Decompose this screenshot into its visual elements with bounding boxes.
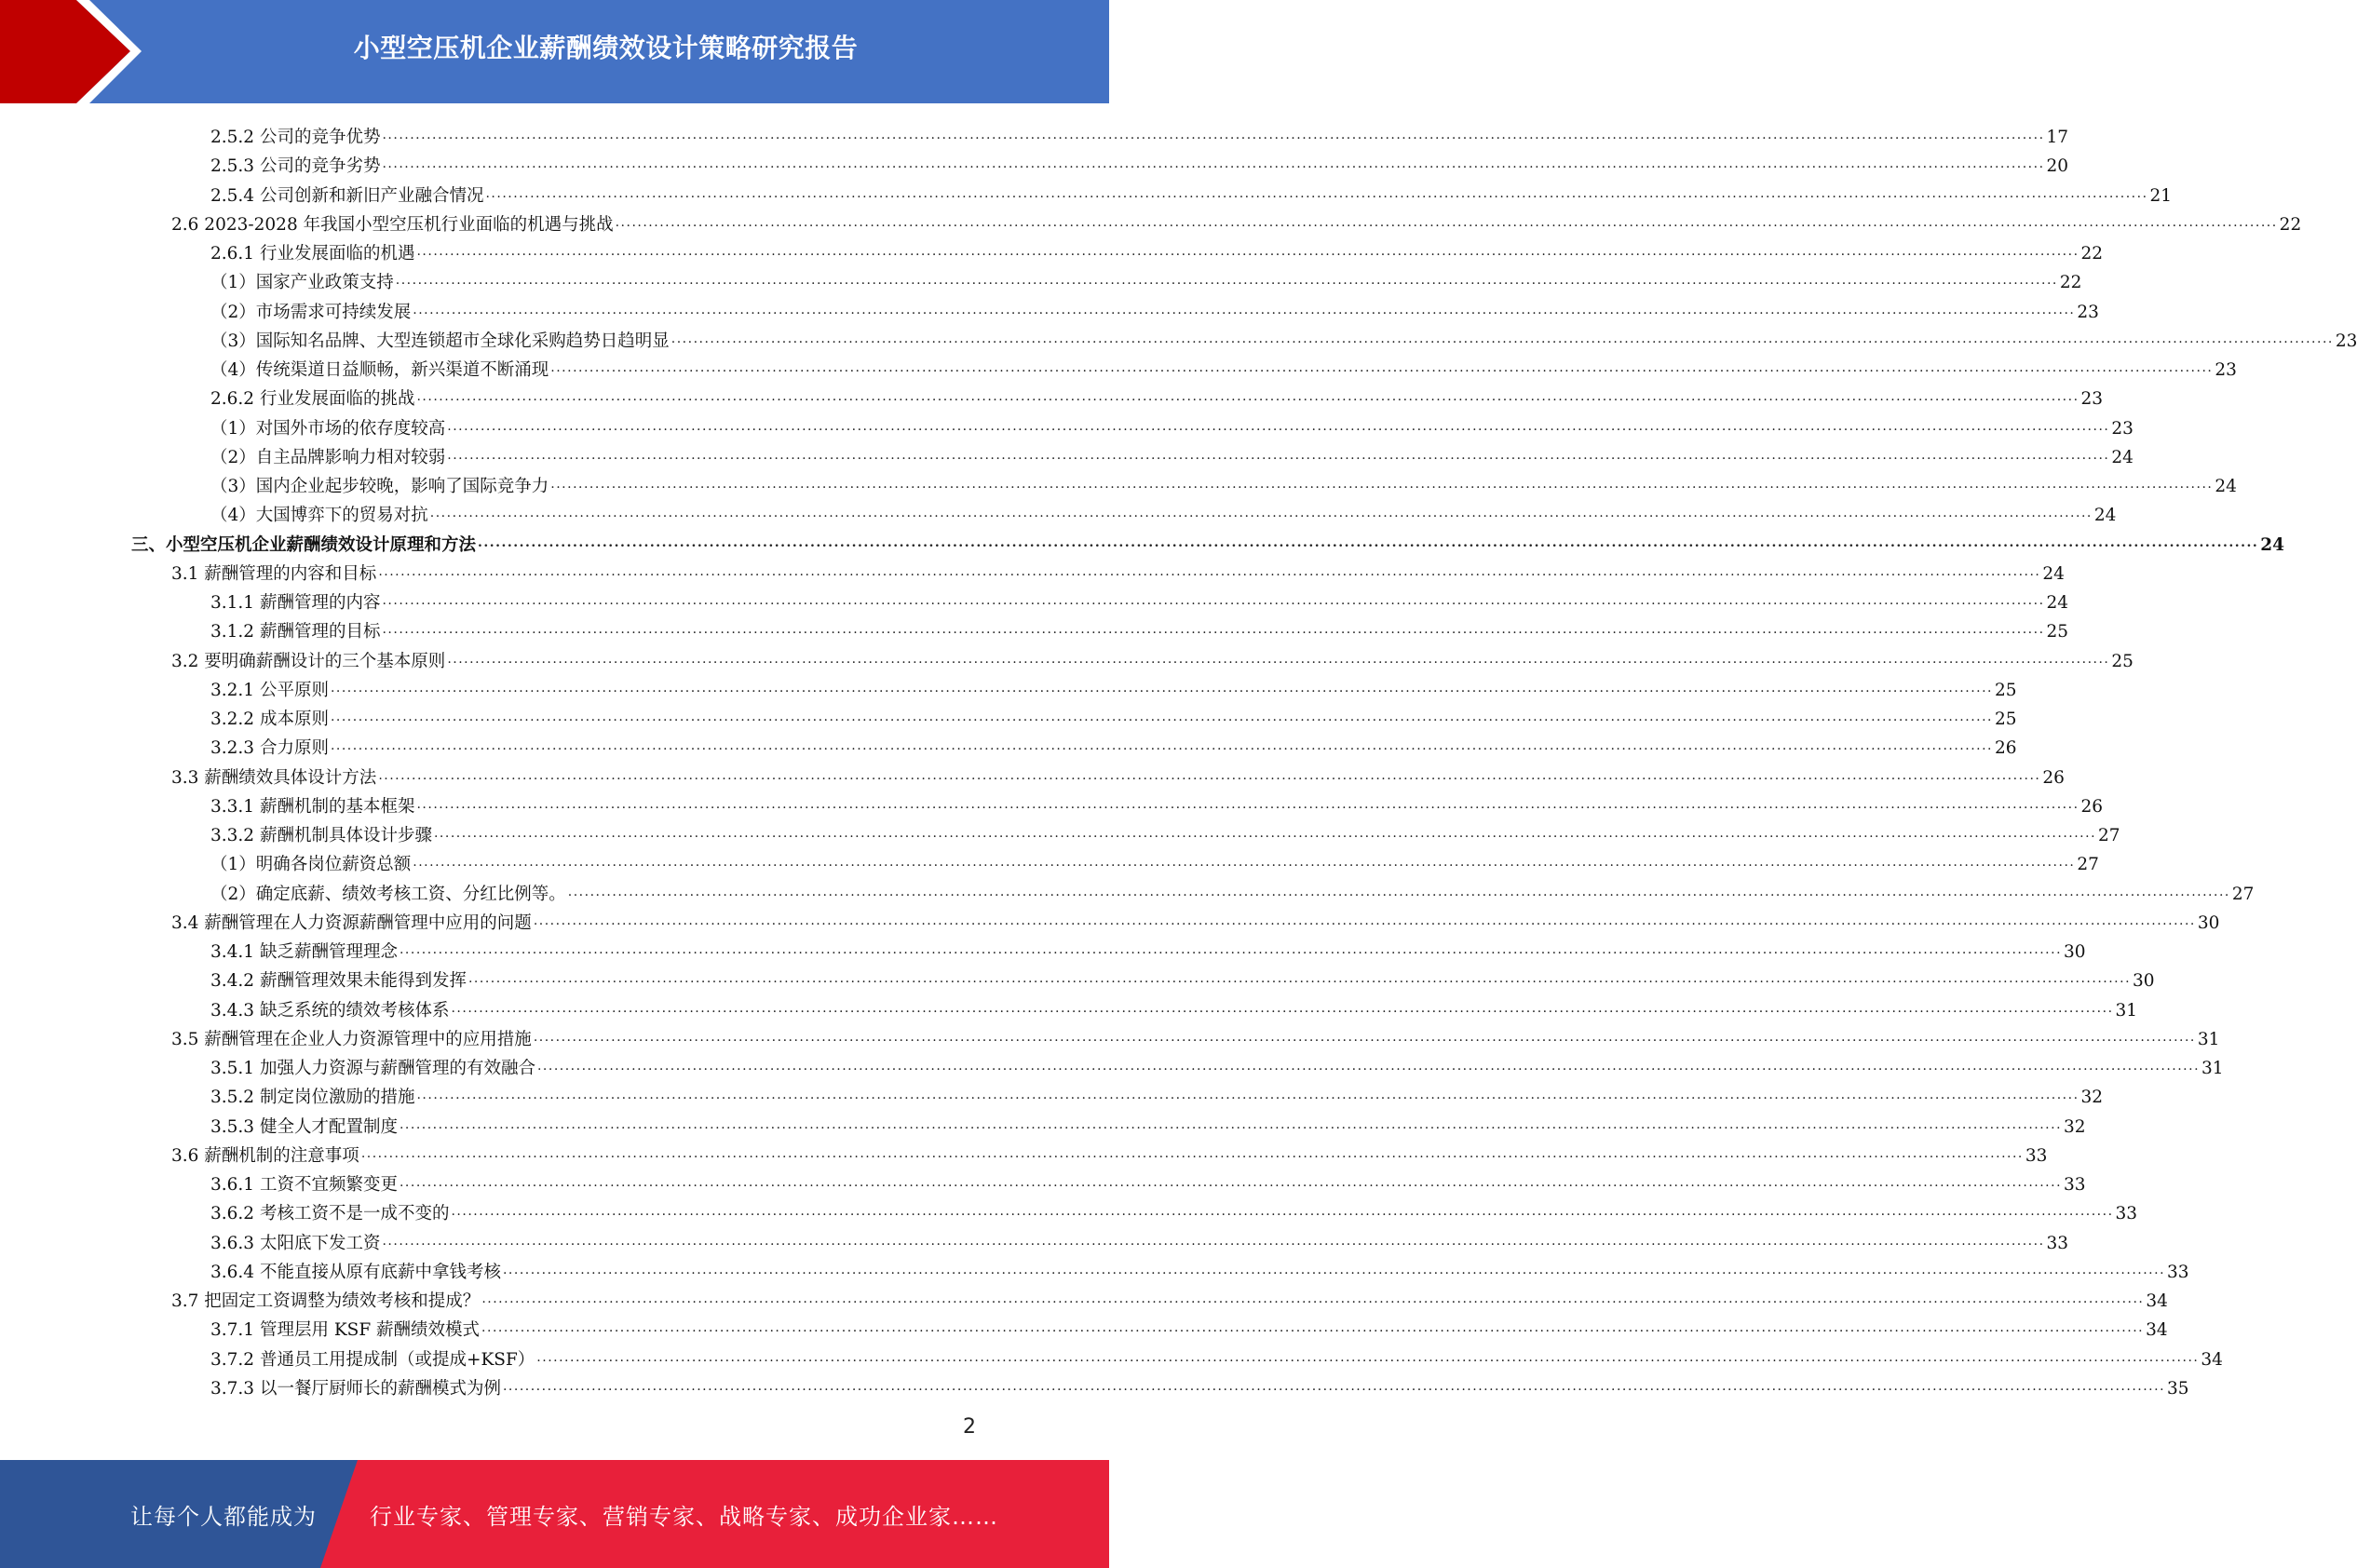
toc-entry-page: 22 [2059, 273, 2082, 293]
toc-entry-title: （1）对国外市场的依存度较高 [210, 418, 446, 439]
toc-dot-leader: ............................................................................................................................................................................................................................................................................................................ [382, 128, 2045, 142]
toc-entry-title: 3.6 薪酬机制的注意事项 [171, 1145, 359, 1166]
toc-entry-title: 3.6.1 工资不宜频繁变更 [210, 1175, 398, 1195]
toc-entry-page: 24 [2260, 534, 2284, 555]
toc-dot-leader: ............................................................................................................................................................................................................................................................................................................ [447, 418, 2110, 434]
toc-entry-title: 3.7.3 以一餐厅厨师长的薪酬模式为例 [210, 1378, 501, 1399]
toc-entry[interactable] [210, 381, 2104, 410]
toc-entry-page: 24 [2111, 447, 2133, 467]
toc-entry[interactable] [210, 119, 2069, 148]
toc-entry-page: 34 [2146, 1320, 2168, 1341]
toc-entry-page: 33 [2167, 1262, 2189, 1282]
footer-slogan-left: 让每个人都能成为 [130, 1503, 317, 1530]
toc-dot-leader: ............................................................................................................................................................................................................................................................................................................ [330, 738, 1994, 754]
toc-entry-title: （4）大国博弈下的贸易对抗 [210, 506, 428, 526]
toc-dot-leader: ............................................................................................................................................................................................................................................................................................................ [395, 273, 2058, 289]
toc-entry-page: 34 [2201, 1349, 2223, 1370]
toc-entry-page: 33 [2064, 1175, 2086, 1195]
toc-entry[interactable] [210, 585, 2069, 614]
toc-entry-title: 2.5.2 公司的竞争优势 [210, 128, 381, 147]
toc-entry[interactable] [210, 352, 2237, 381]
toc-entry-page: 27 [2231, 884, 2255, 904]
toc-entry[interactable] [210, 1371, 2189, 1399]
toc-entry-page: 24 [2093, 506, 2117, 526]
toc-dot-leader: ............................................................................................................................................................................................................................................................................................................ [416, 244, 2079, 259]
toc-entry-page: 25 [1995, 710, 2017, 729]
toc-entry[interactable] [210, 1312, 2168, 1341]
toc-entry[interactable] [210, 789, 2104, 818]
toc-entry-title: 3.6.4 不能直接从原有底薪中拿钱考核 [210, 1262, 501, 1282]
toc-entry-title: 2.5.3 公司的竞争劣势 [210, 156, 381, 177]
toc-entry-page: 21 [2149, 185, 2173, 206]
toc-entry-page: 25 [2111, 651, 2133, 671]
toc-entry[interactable] [171, 643, 2133, 672]
toc-dot-leader: ............................................................................................................................................................................................................................................................................................................ [533, 1029, 2196, 1045]
toc-entry[interactable] [210, 730, 2017, 759]
toc-entry-title: 3.4.1 缺乏薪酬管理理念 [210, 942, 398, 962]
toc-dot-leader: ............................................................................................................................................................................................................................................................................................................ [481, 1291, 2145, 1306]
toc-entry-title: 2.5.4 公司创新和新旧产业融合情况 [210, 185, 484, 206]
toc-entry-title: 3.5.2 制定岗位激励的措施 [210, 1088, 415, 1108]
toc-entry-page: 30 [2197, 912, 2220, 933]
toc-entry-title: （2）确定底薪、绩效考核工资、分红比例等。 [210, 884, 566, 904]
toc-dot-leader: ............................................................................................................................................................................................................................................................................................................ [536, 1349, 2200, 1365]
toc-entry[interactable] [171, 760, 2065, 789]
toc-entry-page: 22 [2080, 244, 2104, 264]
toc-entry[interactable] [171, 905, 2220, 934]
toc-entry-page: 24 [2046, 593, 2069, 613]
footer-slogan-right: 行业专家、管理专家、营销专家、战略专家、成功企业家…… [370, 1503, 998, 1530]
toc-entry-page: 24 [2215, 477, 2237, 496]
toc-entry[interactable] [210, 876, 2255, 905]
toc-entry-title: 2.6 2023-2028 年我国小型空压机行业面临的机遇与挑战 [171, 214, 614, 235]
toc-dot-leader: ............................................................................................................................................................................................................................................................................................................ [399, 1175, 2063, 1190]
toc-dot-leader: ............................................................................................................................................................................................................................................................................................................ [382, 156, 2045, 172]
toc-entry-title: 3.7.1 管理层用 KSF 薪酬绩效模式 [210, 1320, 481, 1341]
toc-entry-title: 3.1.2 薪酬管理的目标 [210, 622, 381, 642]
toc-entry-title: 3.2 要明确薪酬设计的三个基本原则 [171, 651, 446, 671]
toc-entry[interactable] [171, 1138, 2048, 1167]
toc-entry-title: （3）国际知名品牌、大型连锁超市全球化采购趋势日趋明显 [210, 331, 670, 351]
toc-entry-title: 3.6.2 考核工资不是一成不变的 [210, 1204, 450, 1224]
toc-entry-title: 3.4 薪酬管理在人力资源薪酬管理中应用的问题 [171, 912, 532, 933]
toc-entry-title: 3.4.3 缺乏系统的绩效考核体系 [210, 1000, 450, 1021]
toc-entry-page: 30 [2064, 942, 2086, 962]
toc-entry-title: 3.3.1 薪酬机制的基本框架 [210, 796, 415, 817]
toc-entry-title: 三、小型空压机企业薪酬绩效设计原理和方法 [131, 534, 477, 555]
toc-dot-leader: ............................................................................................................................................................................................................................................................................................................ [330, 710, 1994, 724]
toc-dot-leader: ............................................................................................................................................................................................................................................................................................................ [481, 1320, 2145, 1336]
toc-entry-page: 23 [2111, 418, 2133, 439]
toc-entry[interactable] [210, 439, 2133, 468]
toc-entry-title: 3.3 薪酬绩效具体设计方法 [171, 767, 377, 788]
toc-dot-leader: ............................................................................................................................................................................................................................................................................................................ [467, 971, 2132, 987]
toc-entry[interactable] [210, 236, 2104, 264]
toc-entry-page: 27 [2098, 826, 2120, 845]
toc-entry[interactable] [210, 468, 2237, 497]
page-header [0, 0, 1109, 103]
toc-entry-title: 3.2.2 成本原则 [210, 710, 329, 729]
toc-entry-page: 25 [2046, 622, 2069, 642]
toc-entry-page: 17 [2046, 128, 2069, 147]
toc-dot-leader: ............................................................................................................................................................................................................................................................................................................ [416, 389, 2079, 405]
toc-entry[interactable] [210, 1167, 2086, 1196]
toc-entry-page: 31 [2201, 1059, 2224, 1078]
toc-entry-page: 35 [2167, 1378, 2189, 1399]
toc-entry-title: 3.2.1 公平原则 [210, 680, 329, 700]
toc-entry-title: 3.1 薪酬管理的内容和目标 [171, 563, 377, 584]
toc-dot-leader: ............................................................................................................................................................................................................................................................................................................ [433, 826, 2097, 841]
toc-dot-leader: ............................................................................................................................................................................................................................................................................................................ [382, 1233, 2045, 1249]
toc-entry-page: 25 [1995, 680, 2017, 700]
toc-entry-page: 23 [2335, 331, 2357, 351]
toc-entry-title: 3.5.3 健全人才配置制度 [210, 1116, 398, 1137]
toc-entry[interactable] [210, 1196, 2138, 1224]
toc-entry[interactable] [210, 993, 2138, 1021]
toc-entry[interactable] [210, 672, 2017, 701]
toc-dot-leader: ............................................................................................................................................................................................................................................................................................................ [330, 680, 1994, 696]
toc-dot-leader: ............................................................................................................................................................................................................................................................................................................ [416, 796, 2079, 812]
toc-entry[interactable] [210, 411, 2133, 439]
toc-entry[interactable] [210, 1109, 2086, 1138]
toc-dot-leader: ............................................................................................................................................................................................................................................................................................................ [451, 1204, 2114, 1220]
toc-dot-leader: ............................................................................................................................................................................................................................................................................................................ [502, 1262, 2166, 1277]
toc-dot-leader: ............................................................................................................................................................................................................................................................................................................ [416, 1088, 2079, 1103]
toc-entry-title: （3）国内企业起步较晚，影响了国际竞争力 [210, 477, 549, 496]
toc-dot-leader: ............................................................................................................................................................................................................................................................................................................ [378, 767, 2041, 783]
toc-entry[interactable] [210, 1225, 2069, 1254]
toc-entry[interactable] [171, 207, 2302, 236]
toc-entry[interactable] [210, 148, 2069, 177]
toc-dot-leader: ............................................................................................................................................................................................................................................................................................................ [399, 1116, 2063, 1132]
toc-entry[interactable] [131, 527, 2284, 556]
toc-entry-title: （2）市场需求可持续发展 [210, 302, 412, 322]
toc-entry[interactable] [210, 701, 2017, 730]
toc-entry-page: 26 [2080, 796, 2104, 817]
toc-dot-leader: ............................................................................................................................................................................................................................................................................................................ [533, 912, 2196, 928]
toc-entry-title: 2.6.1 行业发展面临的机遇 [210, 244, 415, 264]
toc-entry-page: 26 [1995, 738, 2017, 759]
toc-entry[interactable] [210, 1254, 2189, 1283]
toc-entry-page: 27 [2077, 855, 2099, 875]
toc-entry-page: 23 [2077, 302, 2099, 322]
toc-dot-leader: ............................................................................................................................................................................................................................................................................................................ [378, 563, 2041, 579]
toc-entry[interactable] [210, 1342, 2223, 1371]
toc-entry[interactable] [210, 294, 2099, 323]
toc-dot-leader: ............................................................................................................................................................................................................................................................................................................ [360, 1145, 2024, 1161]
toc-dot-leader: ............................................................................................................................................................................................................................................................................................................ [671, 331, 2334, 346]
toc-entry[interactable] [171, 556, 2065, 585]
toc-entry-title: 3.7 把固定工资调整为绩效考核和提成？ [171, 1291, 481, 1311]
toc-entry-page: 32 [2080, 1088, 2104, 1108]
toc-entry-title: 3.1.1 薪酬管理的内容 [210, 593, 381, 613]
report-title: 小型空压机企业薪酬绩效设计策略研究报告 [353, 33, 859, 63]
toc-entry-title: 2.6.2 行业发展面临的挑战 [210, 389, 415, 410]
toc-entry-title: 3.5 薪酬管理在企业人力资源管理中的应用措施 [171, 1029, 532, 1049]
toc-dot-leader: ............................................................................................................................................................................................................................................................................................................ [615, 214, 2278, 230]
header-arrow-decoration [0, 0, 140, 103]
toc-entry-page: 24 [2042, 563, 2065, 584]
toc-entry-title: （4）传统渠道日益顺畅，新兴渠道不断涌现 [210, 360, 549, 380]
toc-dot-leader: ............................................................................................................................................................................................................................................................................................................ [478, 534, 2259, 550]
toc-dot-leader: ............................................................................................................................................................................................................................................................................................................ [447, 651, 2110, 667]
toc-dot-leader: ............................................................................................................................................................................................................................................................................................................ [399, 942, 2063, 957]
toc-entry-page: 31 [2115, 1000, 2138, 1021]
toc-entry-page: 30 [2133, 971, 2155, 992]
toc-entry-page: 20 [2046, 156, 2069, 177]
toc-entry-page: 33 [2115, 1204, 2138, 1224]
toc-entry-page: 22 [2279, 214, 2302, 235]
toc-entry-page: 23 [2215, 360, 2237, 380]
toc-dot-leader: ............................................................................................................................................................................................................................................................................................................ [382, 593, 2045, 608]
toc-entry[interactable] [210, 264, 2082, 293]
toc-entry[interactable] [210, 1079, 2104, 1108]
toc-dot-leader: ............................................................................................................................................................................................................................................................................................................ [536, 1059, 2201, 1074]
toc-entry-page: 33 [2046, 1233, 2069, 1253]
toc-entry-title: 3.5.1 加强人力资源与薪酬管理的有效融合 [210, 1059, 535, 1078]
toc-entry-page: 34 [2146, 1291, 2168, 1311]
toc-entry-title: （2）自主品牌影响力相对较弱 [210, 447, 446, 467]
toc-entry[interactable] [210, 963, 2155, 992]
toc-entry-page: 26 [2042, 767, 2065, 788]
toc-dot-leader: ............................................................................................................................................................................................................................................................................................................ [550, 360, 2214, 375]
toc-dot-leader: ............................................................................................................................................................................................................................................................................................................ [429, 506, 2093, 521]
toc-entry[interactable] [210, 934, 2086, 963]
toc-entry-page: 33 [2025, 1145, 2048, 1166]
toc-dot-leader: ............................................................................................................................................................................................................................................................................................................ [413, 855, 2076, 871]
toc-entry-title: 3.3.2 薪酬机制具体设计步骤 [210, 826, 432, 845]
page-number: 2 [963, 1415, 976, 1439]
toc-entry[interactable] [210, 846, 2099, 875]
toc-dot-leader: ............................................................................................................................................................................................................................................................................................................ [451, 1000, 2114, 1016]
toc-dot-leader: ............................................................................................................................................................................................................................................................................................................ [447, 447, 2110, 463]
toc-entry-page: 23 [2080, 389, 2104, 410]
toc-entry-page: 31 [2197, 1029, 2220, 1049]
toc-entry[interactable] [171, 1283, 2168, 1312]
toc-dot-leader: ............................................................................................................................................................................................................................................................................................................ [485, 185, 2148, 201]
toc-entry[interactable] [210, 818, 2120, 846]
toc-entry-title: 3.7.2 普通员工用提成制（或提成+KSF） [210, 1349, 535, 1370]
toc-dot-leader: ............................................................................................................................................................................................................................................................................................................ [567, 884, 2230, 899]
toc-entry[interactable] [171, 1021, 2220, 1050]
toc-dot-leader: ............................................................................................................................................................................................................................................................................................................ [382, 622, 2045, 638]
toc-entry-title: 3.4.2 薪酬管理效果未能得到发挥 [210, 971, 467, 992]
toc-entry[interactable] [210, 614, 2069, 642]
toc-entry[interactable] [210, 497, 2117, 526]
toc-entry-page: 32 [2064, 1116, 2086, 1137]
toc-entry-title: 3.2.3 合力原则 [210, 738, 329, 759]
toc-entry[interactable] [210, 323, 2357, 352]
toc-entry-title: （1）国家产业政策支持 [210, 273, 394, 293]
toc-dot-leader: ............................................................................................................................................................................................................................................................................................................ [502, 1378, 2166, 1394]
page-footer [0, 1460, 1109, 1568]
toc-entry[interactable] [210, 1050, 2224, 1079]
toc-dot-leader: ............................................................................................................................................................................................................................................................................................................ [413, 302, 2076, 318]
toc-entry[interactable] [210, 178, 2173, 207]
toc-dot-leader: ............................................................................................................................................................................................................................................................................................................ [550, 477, 2214, 492]
toc-entry-title: （1）明确各岗位薪资总额 [210, 855, 412, 875]
toc-entry-title: 3.6.3 太阳底下发工资 [210, 1233, 381, 1253]
